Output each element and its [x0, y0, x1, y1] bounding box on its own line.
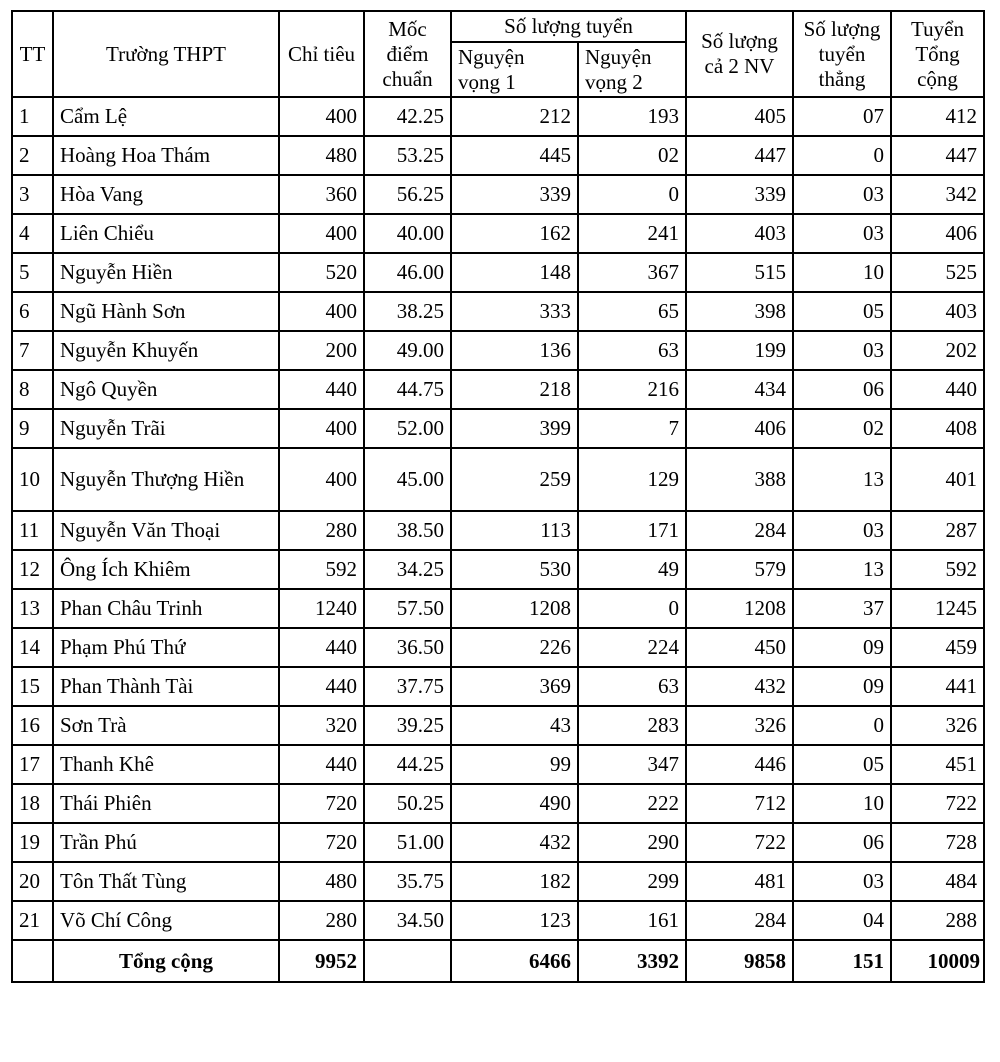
cell-quota: 400 [279, 214, 364, 253]
cell-both-nv: 515 [686, 253, 793, 292]
cell-index: 9 [12, 409, 53, 448]
cell-both-nv: 722 [686, 823, 793, 862]
cell-quota: 480 [279, 136, 364, 175]
cell-direct-admission: 07 [793, 97, 891, 136]
total-quota: 9952 [279, 940, 364, 982]
cell-cutoff-score: 52.00 [364, 409, 451, 448]
cell-index: 6 [12, 292, 53, 331]
table-body [12, 97, 984, 982]
cell-index: 20 [12, 862, 53, 901]
column-header-quota: Chỉ tiêu [279, 11, 364, 97]
cell-quota: 440 [279, 628, 364, 667]
cell-direct-admission: 03 [793, 214, 891, 253]
cell-nv2: 193 [578, 97, 686, 136]
cell-row-total: 441 [891, 667, 984, 706]
cell-row-total: 592 [891, 550, 984, 589]
cell-direct-admission: 10 [793, 784, 891, 823]
column-header-nv2: Nguyện vọng 2 [578, 42, 686, 98]
total-nv1: 6466 [451, 940, 578, 982]
cell-quota: 320 [279, 706, 364, 745]
cell-quota: 200 [279, 331, 364, 370]
cell-direct-admission: 37 [793, 589, 891, 628]
cell-cutoff-score: 38.25 [364, 292, 451, 331]
cell-cutoff-score: 35.75 [364, 862, 451, 901]
cell-both-nv: 405 [686, 97, 793, 136]
cell-school-name: Thái Phiên [53, 784, 279, 823]
cell-both-nv: 1208 [686, 589, 793, 628]
column-header-grand-total: Tuyển Tổng cộng [891, 11, 984, 97]
cell-nv1: 162 [451, 214, 578, 253]
cell-nv1: 218 [451, 370, 578, 409]
cell-school-name: Hoàng Hoa Thám [53, 136, 279, 175]
cell-nv2: 63 [578, 331, 686, 370]
cell-row-total: 722 [891, 784, 984, 823]
table-row [12, 175, 984, 214]
cell-cutoff-score: 40.00 [364, 214, 451, 253]
total-grand-total: 10009 [891, 940, 984, 982]
cell-quota: 720 [279, 784, 364, 823]
cell-quota: 400 [279, 409, 364, 448]
cell-quota: 1240 [279, 589, 364, 628]
cell-both-nv: 406 [686, 409, 793, 448]
cell-nv2: 216 [578, 370, 686, 409]
cell-school-name: Liên Chiểu [53, 214, 279, 253]
cell-index: 14 [12, 628, 53, 667]
cell-nv2: 7 [578, 409, 686, 448]
cell-both-nv: 388 [686, 448, 793, 511]
table-row [12, 448, 984, 511]
cell-row-total: 408 [891, 409, 984, 448]
column-header-nv1: Nguyện vọng 1 [451, 42, 578, 98]
cell-nv1: 490 [451, 784, 578, 823]
cell-cutoff-score: 51.00 [364, 823, 451, 862]
cell-row-total: 728 [891, 823, 984, 862]
cell-school-name: Võ Chí Công [53, 901, 279, 940]
table-row [12, 370, 984, 409]
cell-nv1: 369 [451, 667, 578, 706]
cell-both-nv: 432 [686, 667, 793, 706]
cell-cutoff-score: 42.25 [364, 97, 451, 136]
column-header-both-nv: Số lượng cả 2 NV [686, 11, 793, 97]
cell-nv2: 02 [578, 136, 686, 175]
column-header-tt: TT [12, 11, 53, 97]
cell-index: 15 [12, 667, 53, 706]
cell-nv2: 290 [578, 823, 686, 862]
cell-nv2: 49 [578, 550, 686, 589]
cell-row-total: 1245 [891, 589, 984, 628]
cell-both-nv: 446 [686, 745, 793, 784]
cell-nv2: 241 [578, 214, 686, 253]
cell-index: 21 [12, 901, 53, 940]
cell-school-name: Phạm Phú Thứ [53, 628, 279, 667]
cell-quota: 440 [279, 745, 364, 784]
cell-direct-admission: 0 [793, 706, 891, 745]
cell-nv2: 63 [578, 667, 686, 706]
cell-nv2: 129 [578, 448, 686, 511]
cell-index: 8 [12, 370, 53, 409]
table-row [12, 409, 984, 448]
cell-row-total: 412 [891, 97, 984, 136]
admissions-table [11, 10, 985, 983]
cell-direct-admission: 06 [793, 370, 891, 409]
cell-direct-admission: 05 [793, 292, 891, 331]
cell-nv1: 432 [451, 823, 578, 862]
cell-cutoff-score: 44.75 [364, 370, 451, 409]
cell-nv1: 113 [451, 511, 578, 550]
column-header-cutoff: Mốc điểm chuẩn [364, 11, 451, 97]
total-cell-index [12, 940, 53, 982]
cell-both-nv: 339 [686, 175, 793, 214]
cell-row-total: 288 [891, 901, 984, 940]
cell-row-total: 202 [891, 331, 984, 370]
table-row [12, 136, 984, 175]
cell-index: 12 [12, 550, 53, 589]
cell-quota: 360 [279, 175, 364, 214]
cell-row-total: 287 [891, 511, 984, 550]
cell-index: 4 [12, 214, 53, 253]
cell-direct-admission: 03 [793, 175, 891, 214]
cell-row-total: 451 [891, 745, 984, 784]
table-row [12, 550, 984, 589]
cell-cutoff-score: 50.25 [364, 784, 451, 823]
cell-index: 18 [12, 784, 53, 823]
table-header [12, 11, 984, 97]
cell-row-total: 525 [891, 253, 984, 292]
cell-nv1: 99 [451, 745, 578, 784]
cell-direct-admission: 13 [793, 550, 891, 589]
table-total-row [12, 940, 984, 982]
cell-nv2: 171 [578, 511, 686, 550]
cell-row-total: 326 [891, 706, 984, 745]
cell-cutoff-score: 39.25 [364, 706, 451, 745]
cell-school-name: Thanh Khê [53, 745, 279, 784]
cell-both-nv: 712 [686, 784, 793, 823]
cell-index: 19 [12, 823, 53, 862]
cell-row-total: 440 [891, 370, 984, 409]
table-row [12, 331, 984, 370]
cell-row-total: 406 [891, 214, 984, 253]
cell-nv2: 347 [578, 745, 686, 784]
cell-quota: 440 [279, 370, 364, 409]
cell-school-name: Nguyễn Trãi [53, 409, 279, 448]
table-row [12, 511, 984, 550]
total-direct-admission: 151 [793, 940, 891, 982]
cell-direct-admission: 09 [793, 628, 891, 667]
cell-nv1: 123 [451, 901, 578, 940]
cell-direct-admission: 05 [793, 745, 891, 784]
cell-cutoff-score: 36.50 [364, 628, 451, 667]
cell-index: 1 [12, 97, 53, 136]
cell-row-total: 403 [891, 292, 984, 331]
cell-quota: 400 [279, 448, 364, 511]
cell-nv2: 0 [578, 589, 686, 628]
cell-school-name: Sơn Trà [53, 706, 279, 745]
total-both-nv: 9858 [686, 940, 793, 982]
cell-school-name: Nguyễn Khuyến [53, 331, 279, 370]
cell-cutoff-score: 38.50 [364, 511, 451, 550]
cell-row-total: 484 [891, 862, 984, 901]
cell-nv1: 226 [451, 628, 578, 667]
cell-both-nv: 579 [686, 550, 793, 589]
total-nv2: 3392 [578, 940, 686, 982]
cell-nv2: 222 [578, 784, 686, 823]
table-row [12, 862, 984, 901]
cell-nv2: 161 [578, 901, 686, 940]
cell-both-nv: 403 [686, 214, 793, 253]
table-row [12, 784, 984, 823]
cell-both-nv: 447 [686, 136, 793, 175]
cell-cutoff-score: 44.25 [364, 745, 451, 784]
cell-school-name: Cẩm Lệ [53, 97, 279, 136]
cell-nv1: 212 [451, 97, 578, 136]
cell-school-name: Hòa Vang [53, 175, 279, 214]
cell-cutoff-score: 34.25 [364, 550, 451, 589]
cell-cutoff-score: 57.50 [364, 589, 451, 628]
cell-school-name: Phan Châu Trinh [53, 589, 279, 628]
table-row [12, 823, 984, 862]
cell-direct-admission: 0 [793, 136, 891, 175]
cell-cutoff-score: 49.00 [364, 331, 451, 370]
cell-nv1: 1208 [451, 589, 578, 628]
cell-cutoff-score: 56.25 [364, 175, 451, 214]
cell-direct-admission: 03 [793, 862, 891, 901]
column-header-school: Trường THPT [53, 11, 279, 97]
cell-row-total: 459 [891, 628, 984, 667]
table-row [12, 214, 984, 253]
cell-nv2: 367 [578, 253, 686, 292]
cell-both-nv: 481 [686, 862, 793, 901]
cell-nv1: 333 [451, 292, 578, 331]
column-header-direct-admission: Số lượng tuyển thẳng [793, 11, 891, 97]
cell-school-name: Nguyễn Văn Thoại [53, 511, 279, 550]
cell-school-name: Ngũ Hành Sơn [53, 292, 279, 331]
cell-nv2: 283 [578, 706, 686, 745]
cell-school-name: Nguyễn Thượng Hiền [53, 448, 279, 511]
cell-index: 2 [12, 136, 53, 175]
cell-nv1: 339 [451, 175, 578, 214]
cell-quota: 480 [279, 862, 364, 901]
cell-direct-admission: 02 [793, 409, 891, 448]
cell-direct-admission: 04 [793, 901, 891, 940]
table-row [12, 589, 984, 628]
table-row [12, 292, 984, 331]
cell-both-nv: 398 [686, 292, 793, 331]
total-cutoff [364, 940, 451, 982]
table-row [12, 667, 984, 706]
cell-index: 10 [12, 448, 53, 511]
cell-nv1: 530 [451, 550, 578, 589]
cell-index: 13 [12, 589, 53, 628]
table-row [12, 97, 984, 136]
cell-school-name: Ông Ích Khiêm [53, 550, 279, 589]
cell-school-name: Nguyễn Hiền [53, 253, 279, 292]
cell-quota: 440 [279, 667, 364, 706]
cell-direct-admission: 09 [793, 667, 891, 706]
cell-nv1: 182 [451, 862, 578, 901]
cell-nv2: 224 [578, 628, 686, 667]
cell-both-nv: 284 [686, 511, 793, 550]
cell-quota: 520 [279, 253, 364, 292]
cell-direct-admission: 03 [793, 511, 891, 550]
cell-cutoff-score: 37.75 [364, 667, 451, 706]
cell-index: 17 [12, 745, 53, 784]
cell-both-nv: 326 [686, 706, 793, 745]
cell-row-total: 447 [891, 136, 984, 175]
cell-both-nv: 284 [686, 901, 793, 940]
cell-nv2: 0 [578, 175, 686, 214]
cell-index: 7 [12, 331, 53, 370]
cell-row-total: 342 [891, 175, 984, 214]
cell-direct-admission: 10 [793, 253, 891, 292]
cell-direct-admission: 06 [793, 823, 891, 862]
cell-nv1: 259 [451, 448, 578, 511]
cell-school-name: Trần Phú [53, 823, 279, 862]
cell-row-total: 401 [891, 448, 984, 511]
cell-quota: 400 [279, 292, 364, 331]
total-label: Tổng cộng [53, 940, 279, 982]
cell-nv1: 43 [451, 706, 578, 745]
cell-cutoff-score: 45.00 [364, 448, 451, 511]
header-row-top [12, 11, 984, 42]
cell-quota: 280 [279, 511, 364, 550]
cell-cutoff-score: 46.00 [364, 253, 451, 292]
table-row [12, 901, 984, 940]
cell-cutoff-score: 34.50 [364, 901, 451, 940]
cell-quota: 280 [279, 901, 364, 940]
cell-school-name: Tôn Thất Tùng [53, 862, 279, 901]
cell-quota: 400 [279, 97, 364, 136]
cell-direct-admission: 03 [793, 331, 891, 370]
table-row [12, 706, 984, 745]
cell-quota: 592 [279, 550, 364, 589]
column-header-count-group: Số lượng tuyển [451, 11, 686, 42]
cell-direct-admission: 13 [793, 448, 891, 511]
cell-cutoff-score: 53.25 [364, 136, 451, 175]
table-row [12, 253, 984, 292]
cell-both-nv: 199 [686, 331, 793, 370]
cell-index: 11 [12, 511, 53, 550]
cell-nv1: 445 [451, 136, 578, 175]
cell-school-name: Ngô Quyền [53, 370, 279, 409]
table-row [12, 628, 984, 667]
cell-nv1: 136 [451, 331, 578, 370]
cell-nv2: 299 [578, 862, 686, 901]
cell-index: 16 [12, 706, 53, 745]
table-row [12, 745, 984, 784]
cell-index: 5 [12, 253, 53, 292]
cell-quota: 720 [279, 823, 364, 862]
cell-nv2: 65 [578, 292, 686, 331]
cell-both-nv: 450 [686, 628, 793, 667]
cell-nv1: 399 [451, 409, 578, 448]
cell-school-name: Phan Thành Tài [53, 667, 279, 706]
cell-nv1: 148 [451, 253, 578, 292]
cell-index: 3 [12, 175, 53, 214]
cell-both-nv: 434 [686, 370, 793, 409]
